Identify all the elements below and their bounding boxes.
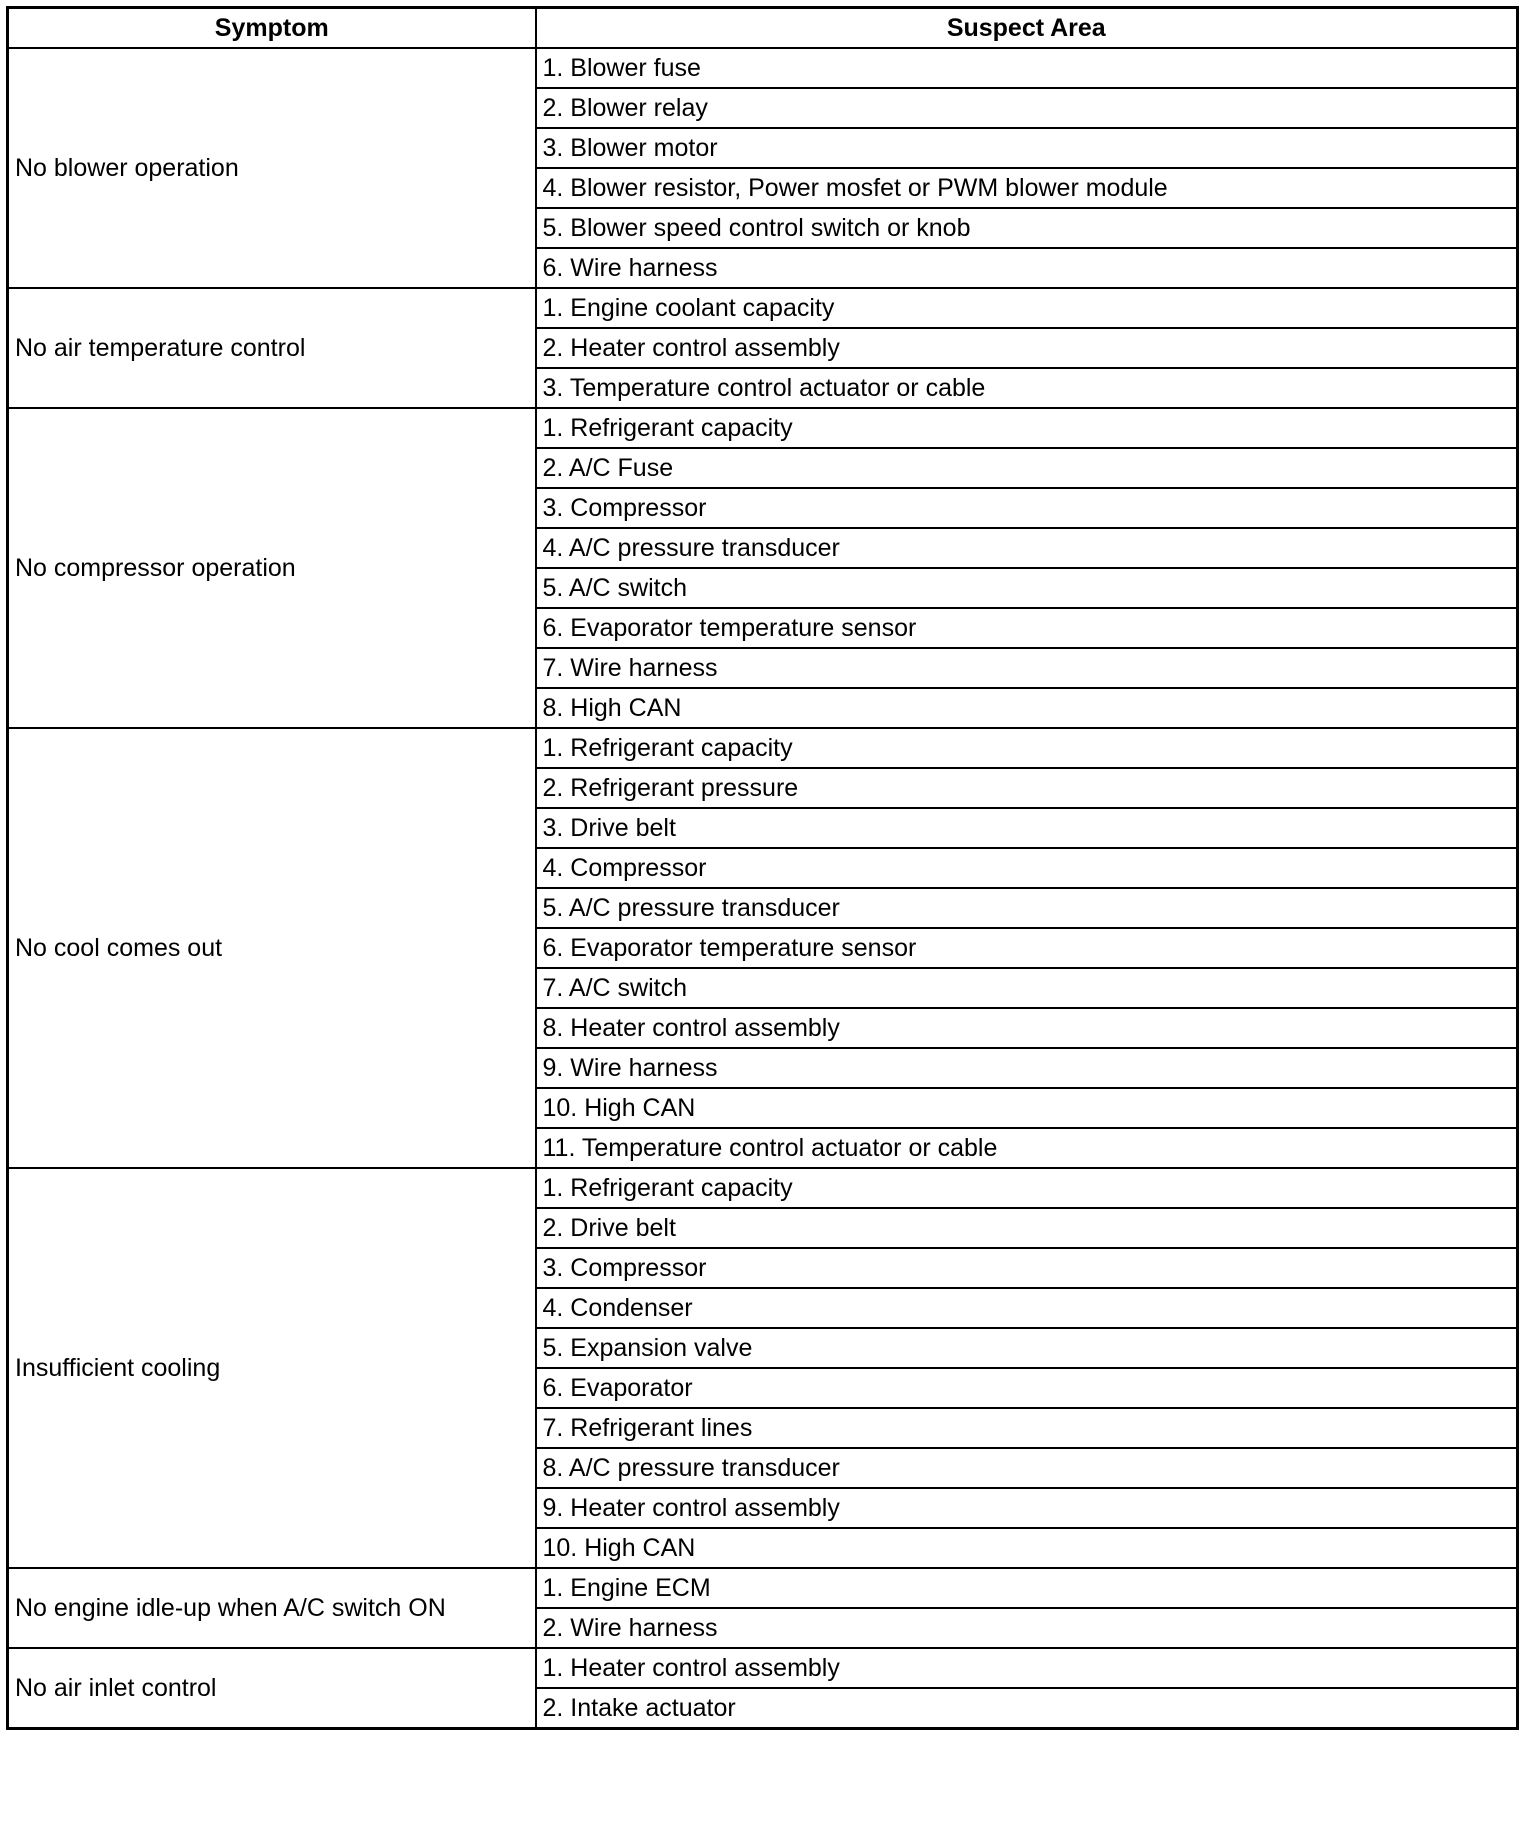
table-header bbox=[8, 8, 1518, 49]
suspect-area-cell: 2. A/C Fuse bbox=[536, 448, 1518, 488]
page bbox=[6, 6, 1519, 1730]
table-row bbox=[8, 1648, 1518, 1688]
suspect-area-cell: 8. Heater control assembly bbox=[536, 1008, 1518, 1048]
suspect-area-cell: 6. Evaporator bbox=[536, 1368, 1518, 1408]
suspect-area-cell: 5. Expansion valve bbox=[536, 1328, 1518, 1368]
suspect-area-cell: 6. Evaporator temperature sensor bbox=[536, 608, 1518, 648]
suspect-area-cell: 1. Engine coolant capacity bbox=[536, 288, 1518, 328]
suspect-area-cell: 9. Heater control assembly bbox=[536, 1488, 1518, 1528]
suspect-area-cell: 10. High CAN bbox=[536, 1528, 1518, 1568]
suspect-area-cell: 4. Condenser bbox=[536, 1288, 1518, 1328]
suspect-area-cell: 1. Refrigerant capacity bbox=[536, 1168, 1518, 1208]
suspect-area-cell: 4. A/C pressure transducer bbox=[536, 528, 1518, 568]
header-suspect-area: Suspect Area bbox=[536, 8, 1518, 49]
suspect-area-cell: 4. Blower resistor, Power mosfet or PWM blower module bbox=[536, 168, 1518, 208]
suspect-area-cell: 4. Compressor bbox=[536, 848, 1518, 888]
suspect-area-cell: 2. Drive belt bbox=[536, 1208, 1518, 1248]
suspect-area-cell: 2. Wire harness bbox=[536, 1608, 1518, 1648]
symptom-cell: No air temperature control bbox=[8, 288, 536, 408]
suspect-area-cell: 9. Wire harness bbox=[536, 1048, 1518, 1088]
symptom-cell: No cool comes out bbox=[8, 728, 536, 1168]
suspect-area-cell: 2. Intake actuator bbox=[536, 1688, 1518, 1729]
suspect-area-cell: 3. Drive belt bbox=[536, 808, 1518, 848]
suspect-area-cell: 3. Temperature control actuator or cable bbox=[536, 368, 1518, 408]
suspect-area-cell: 11. Temperature control actuator or cable bbox=[536, 1128, 1518, 1168]
symptom-cell: Insufficient cooling bbox=[8, 1168, 536, 1568]
table-row bbox=[8, 48, 1518, 88]
suspect-area-cell: 1. Blower fuse bbox=[536, 48, 1518, 88]
suspect-area-cell: 5. A/C pressure transducer bbox=[536, 888, 1518, 928]
suspect-area-cell: 1. Refrigerant capacity bbox=[536, 728, 1518, 768]
suspect-area-cell: 3. Blower motor bbox=[536, 128, 1518, 168]
suspect-area-cell: 3. Compressor bbox=[536, 1248, 1518, 1288]
symptom-cell: No compressor operation bbox=[8, 408, 536, 728]
suspect-area-cell: 10. High CAN bbox=[536, 1088, 1518, 1128]
table-row bbox=[8, 1168, 1518, 1208]
suspect-area-cell: 1. Engine ECM bbox=[536, 1568, 1518, 1608]
suspect-area-cell: 6. Evaporator temperature sensor bbox=[536, 928, 1518, 968]
header-row bbox=[8, 8, 1518, 49]
suspect-area-cell: 5. Blower speed control switch or knob bbox=[536, 208, 1518, 248]
table-body bbox=[8, 48, 1518, 1729]
suspect-area-cell: 8. High CAN bbox=[536, 688, 1518, 728]
suspect-area-cell: 7. Wire harness bbox=[536, 648, 1518, 688]
table-row bbox=[8, 1568, 1518, 1608]
suspect-area-cell: 6. Wire harness bbox=[536, 248, 1518, 288]
suspect-area-cell: 2. Blower relay bbox=[536, 88, 1518, 128]
symptom-cell: No air inlet control bbox=[8, 1648, 536, 1729]
suspect-area-cell: 7. Refrigerant lines bbox=[536, 1408, 1518, 1448]
suspect-area-cell: 2. Heater control assembly bbox=[536, 328, 1518, 368]
suspect-area-cell: 8. A/C pressure transducer bbox=[536, 1448, 1518, 1488]
symptom-cell: No blower operation bbox=[8, 48, 536, 288]
suspect-area-cell: 5. A/C switch bbox=[536, 568, 1518, 608]
suspect-area-cell: 1. Refrigerant capacity bbox=[536, 408, 1518, 448]
symptom-cell: No engine idle-up when A/C switch ON bbox=[8, 1568, 536, 1648]
suspect-area-cell: 3. Compressor bbox=[536, 488, 1518, 528]
suspect-area-cell: 2. Refrigerant pressure bbox=[536, 768, 1518, 808]
suspect-area-cell: 7. A/C switch bbox=[536, 968, 1518, 1008]
table-row bbox=[8, 408, 1518, 448]
suspect-area-cell: 1. Heater control assembly bbox=[536, 1648, 1518, 1688]
table-row bbox=[8, 288, 1518, 328]
header-symptom: Symptom bbox=[8, 8, 536, 49]
troubleshooting-table bbox=[6, 6, 1519, 1730]
table-row bbox=[8, 728, 1518, 768]
